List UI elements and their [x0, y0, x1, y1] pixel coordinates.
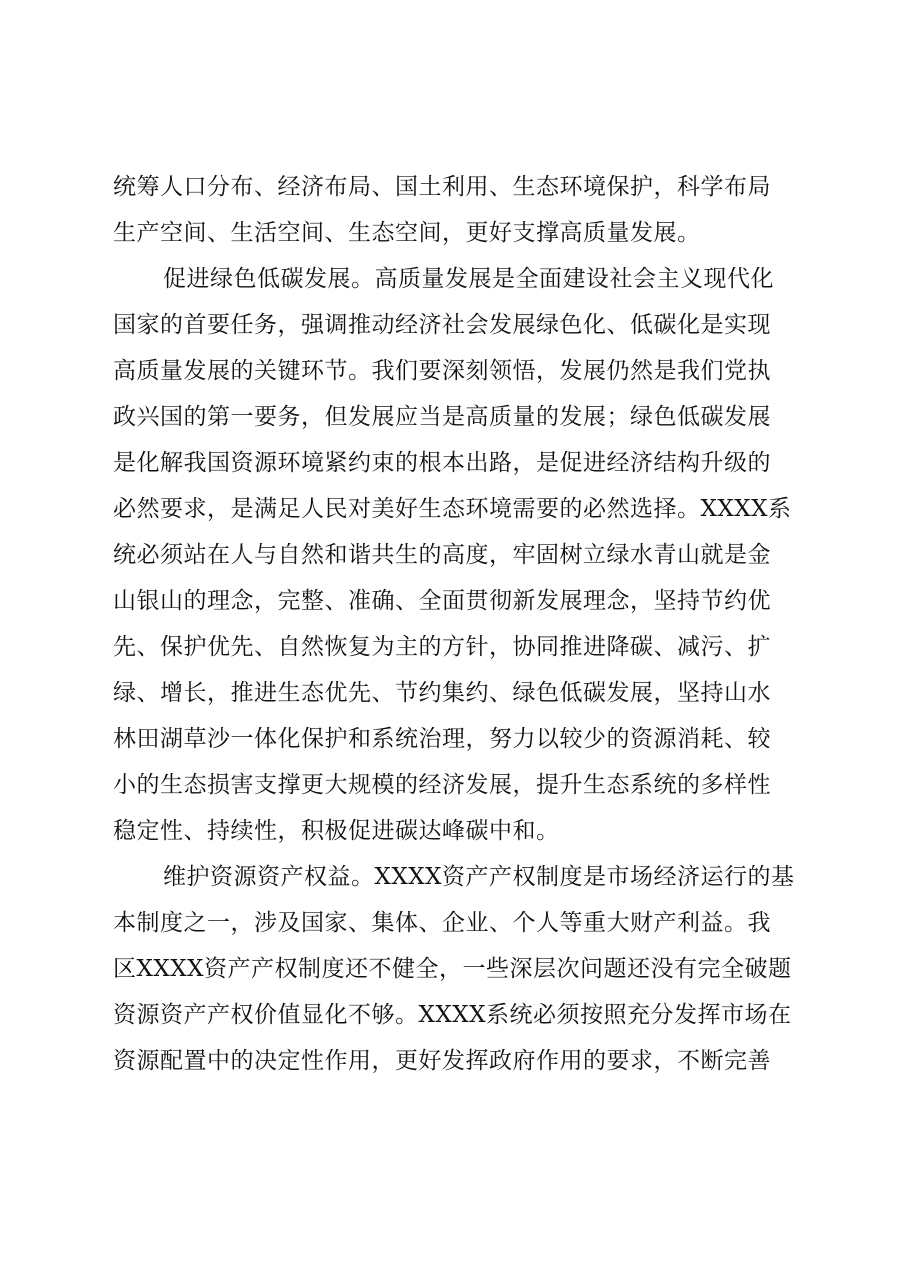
- text-line: 生产空间、生活空间、生态空间，更好支撑高质量发展。: [113, 220, 701, 246]
- text-line: 政兴国的第一要务，但发展应当是高质量的发展；绿色低碳发展: [113, 404, 771, 430]
- text-line: 山银山的理念，完整、准确、全面贯彻新发展理念，坚持节约优: [113, 588, 771, 614]
- text-line: 高质量发展的关键环节。我们要深刻领悟，发展仍然是我们党执: [113, 358, 771, 384]
- text-line: 本制度之一，涉及国家、集体、企业、个人等重大财产利益。我: [113, 910, 771, 936]
- text-line: 统筹人口分布、经济布局、国土利用、生态环境保护，科学布局: [113, 174, 771, 200]
- text-line: 绿、增长，推进生态优先、节约集约、绿色低碳发展，坚持山水: [113, 680, 771, 706]
- text-line: 小的生态损害支撑更大规模的经济发展，提升生态系统的多样性: [113, 772, 771, 798]
- text-line: 统必须站在人与自然和谐共生的高度，牢固树立绿水青山就是金: [113, 542, 771, 568]
- paragraph-heading-line: 维护资源资产权益。XXXX资产产权制度是市场经济运行的基: [163, 864, 795, 890]
- document-body: [113, 164, 813, 1084]
- text-line: 资源配置中的决定性作用，更好发挥政府作用的要求，不断完善: [113, 1048, 771, 1074]
- paragraph-spatial-layout: [113, 164, 813, 256]
- text-line: 林田湖草沙一体化保护和系统治理，努力以较少的资源消耗、较: [113, 726, 771, 752]
- text-line: 先、保护优先、自然恢复为主的方针，协同推进降碳、减污、扩: [113, 634, 771, 660]
- paragraph-green-low-carbon: [113, 256, 813, 854]
- paragraph-heading-line: 促进绿色低碳发展。高质量发展是全面建设社会主义现代化: [163, 266, 774, 292]
- text-line: 资源资产产权价值显化不够。XXXX系统必须按照充分发挥市场在: [113, 1002, 792, 1028]
- text-line: 是化解我国资源环境紧约束的根本出路，是促进经济结构升级的: [113, 450, 771, 476]
- text-line: 稳定性、持续性，积极促进碳达峰碳中和。: [113, 818, 560, 844]
- paragraph-resource-asset-rights: [113, 854, 813, 1084]
- text-line: 必然要求，是满足人民对美好生态环境需要的必然选择。XXXX系: [113, 496, 792, 522]
- text-line: 国家的首要任务，强调推动经济社会发展绿色化、低碳化是实现: [113, 312, 771, 338]
- text-line: 区XXXX资产产权制度还不健全，一些深层次问题还没有完全破题: [113, 956, 792, 982]
